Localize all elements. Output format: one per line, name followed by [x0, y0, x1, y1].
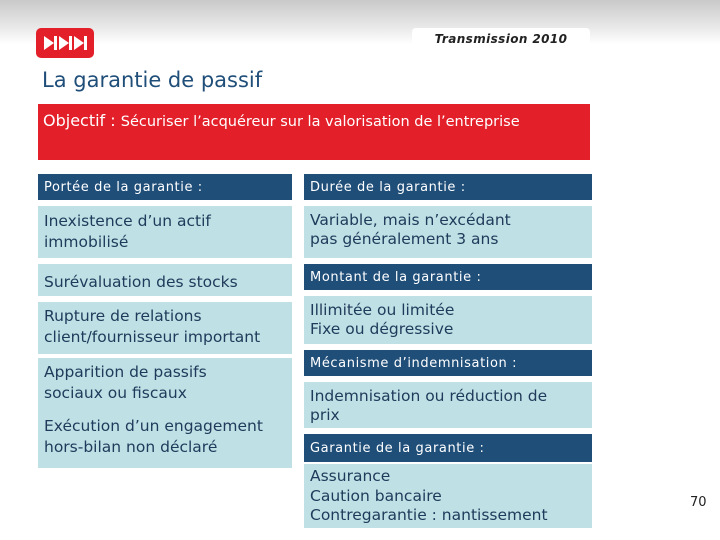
scope-item-line: Inexistence d’un actif: [44, 212, 211, 230]
mechanism-line: Indemnisation ou réduction de: [310, 387, 548, 405]
scope-item-line: Exécution d’un engagement: [44, 417, 263, 435]
top-band: [0, 0, 720, 44]
guarantee-line: Caution bancaire: [310, 486, 442, 505]
duration-line: Variable, mais n’excédant: [310, 211, 511, 229]
scope-item-line: Apparition de passifs: [44, 363, 207, 381]
mechanism-line: prix: [310, 406, 340, 424]
scope-header: Portée de la garantie :: [38, 174, 292, 200]
guarantee-line: Contregarantie : nantissement: [310, 506, 548, 524]
mechanism-header: Mécanisme d’indemnisation :: [304, 350, 592, 376]
amount-header: Montant de la garantie :: [304, 264, 592, 290]
mechanism-value: [304, 382, 592, 428]
scope-item-line: immobilisé: [44, 233, 129, 251]
amount-line: Illimitée ou limitée: [310, 301, 455, 319]
scope-item: [38, 264, 292, 296]
duration-line: pas généralement 3 ans: [310, 230, 499, 248]
amount-value: [304, 296, 592, 344]
objective-label: Objectif :: [43, 111, 116, 130]
scope-item: [38, 206, 292, 258]
guarantee-value: [304, 464, 592, 528]
guarantee-line: Assurance: [310, 467, 391, 485]
scope-item-line: hors-bilan non déclaré: [44, 438, 218, 456]
header-tab: Transmission 2010: [412, 28, 590, 48]
company-logo-icon: [36, 28, 94, 58]
scope-item-group: [38, 358, 292, 468]
objective-banner: [38, 104, 590, 160]
duration-header: Durée de la garantie :: [304, 174, 592, 200]
guarantee-header: Garantie de la garantie :: [304, 434, 592, 462]
amount-line: Fixe ou dégressive: [310, 320, 454, 338]
page-number: 70: [690, 495, 707, 510]
page-title: La garantie de passif: [42, 68, 263, 92]
scope-item-line: Rupture de relations: [44, 307, 202, 325]
scope-item-line: client/fournisseur important: [44, 328, 261, 346]
scope-item-line: sociaux ou fiscaux: [44, 384, 187, 402]
objective-text: Sécuriser l’acquéreur sur la valorisation de l’entreprise: [120, 114, 520, 130]
scope-item-line: Surévaluation des stocks: [44, 273, 238, 291]
duration-value: [304, 206, 592, 258]
scope-item: [38, 302, 292, 354]
